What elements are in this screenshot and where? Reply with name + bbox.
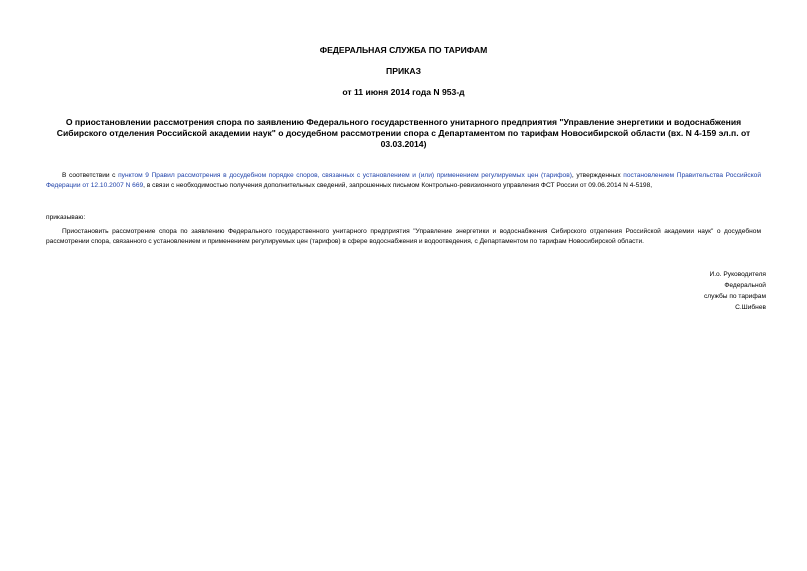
document-type: ПРИКАЗ [386, 66, 421, 76]
rules-link[interactable]: пунктом 9 Правил рассмотрения в досудебном порядке споров, связанных с установлением и (или) применением регулируемых цен (тарифов) [118, 172, 572, 179]
order-paragraph: Приостановить рассмотрение спора по заявлению Федерального государственного унитарного предприятия "Управление энергетики и водоснабжения Сибирского отделения Российской академии наук" о досудебном рассмотрении спора, связанного с установлением и применением регулируемых цен (тарифов) в сфере водоснабжения и водоотведения, с Департаментом по тарифам Новосибирской области. [46, 228, 761, 245]
preamble-text-middle: , утвержденных [571, 172, 624, 179]
document-title: О приостановлении рассмотрения спора по заявлению Федерального государственного унитарного предприятия "Управление энергетики и водоснабжения Сибирского отделения Российской академии наук" о досудебном рассмотрении спора с Департаментом по тарифам Новосибирской области (вх. N 4-159 эл.п. от 03.03.2014) [56, 117, 751, 149]
preamble-text-before: В соответствии с [62, 172, 119, 179]
signatory-name: С.Шибнев [735, 304, 766, 311]
signature-block [704, 269, 766, 313]
signature-position: И.о. Руководителя [709, 271, 766, 278]
government-decree-link[interactable]: постановлением Правительства Российской Федерации от 12.10.2007 N 669 [46, 172, 761, 189]
agency-name: ФЕДЕРАЛЬНАЯ СЛУЖБА ПО ТАРИФАМ [319, 45, 488, 55]
preamble-paragraph [46, 171, 761, 191]
signature-position-line3: службы по тарифам [703, 293, 766, 300]
preamble-text-after: , в связи с необходимостью получения дополнительных сведений, запрошенных письмом Контрольно-ревизионного управления ФСТ России от 09.06.2014 N 4-5198, [143, 182, 653, 189]
signature-position-line2: Федеральной [724, 282, 766, 289]
order-word: приказываю: [46, 214, 86, 221]
document-date-number: от 11 июня 2014 года N 953-д [342, 87, 465, 97]
